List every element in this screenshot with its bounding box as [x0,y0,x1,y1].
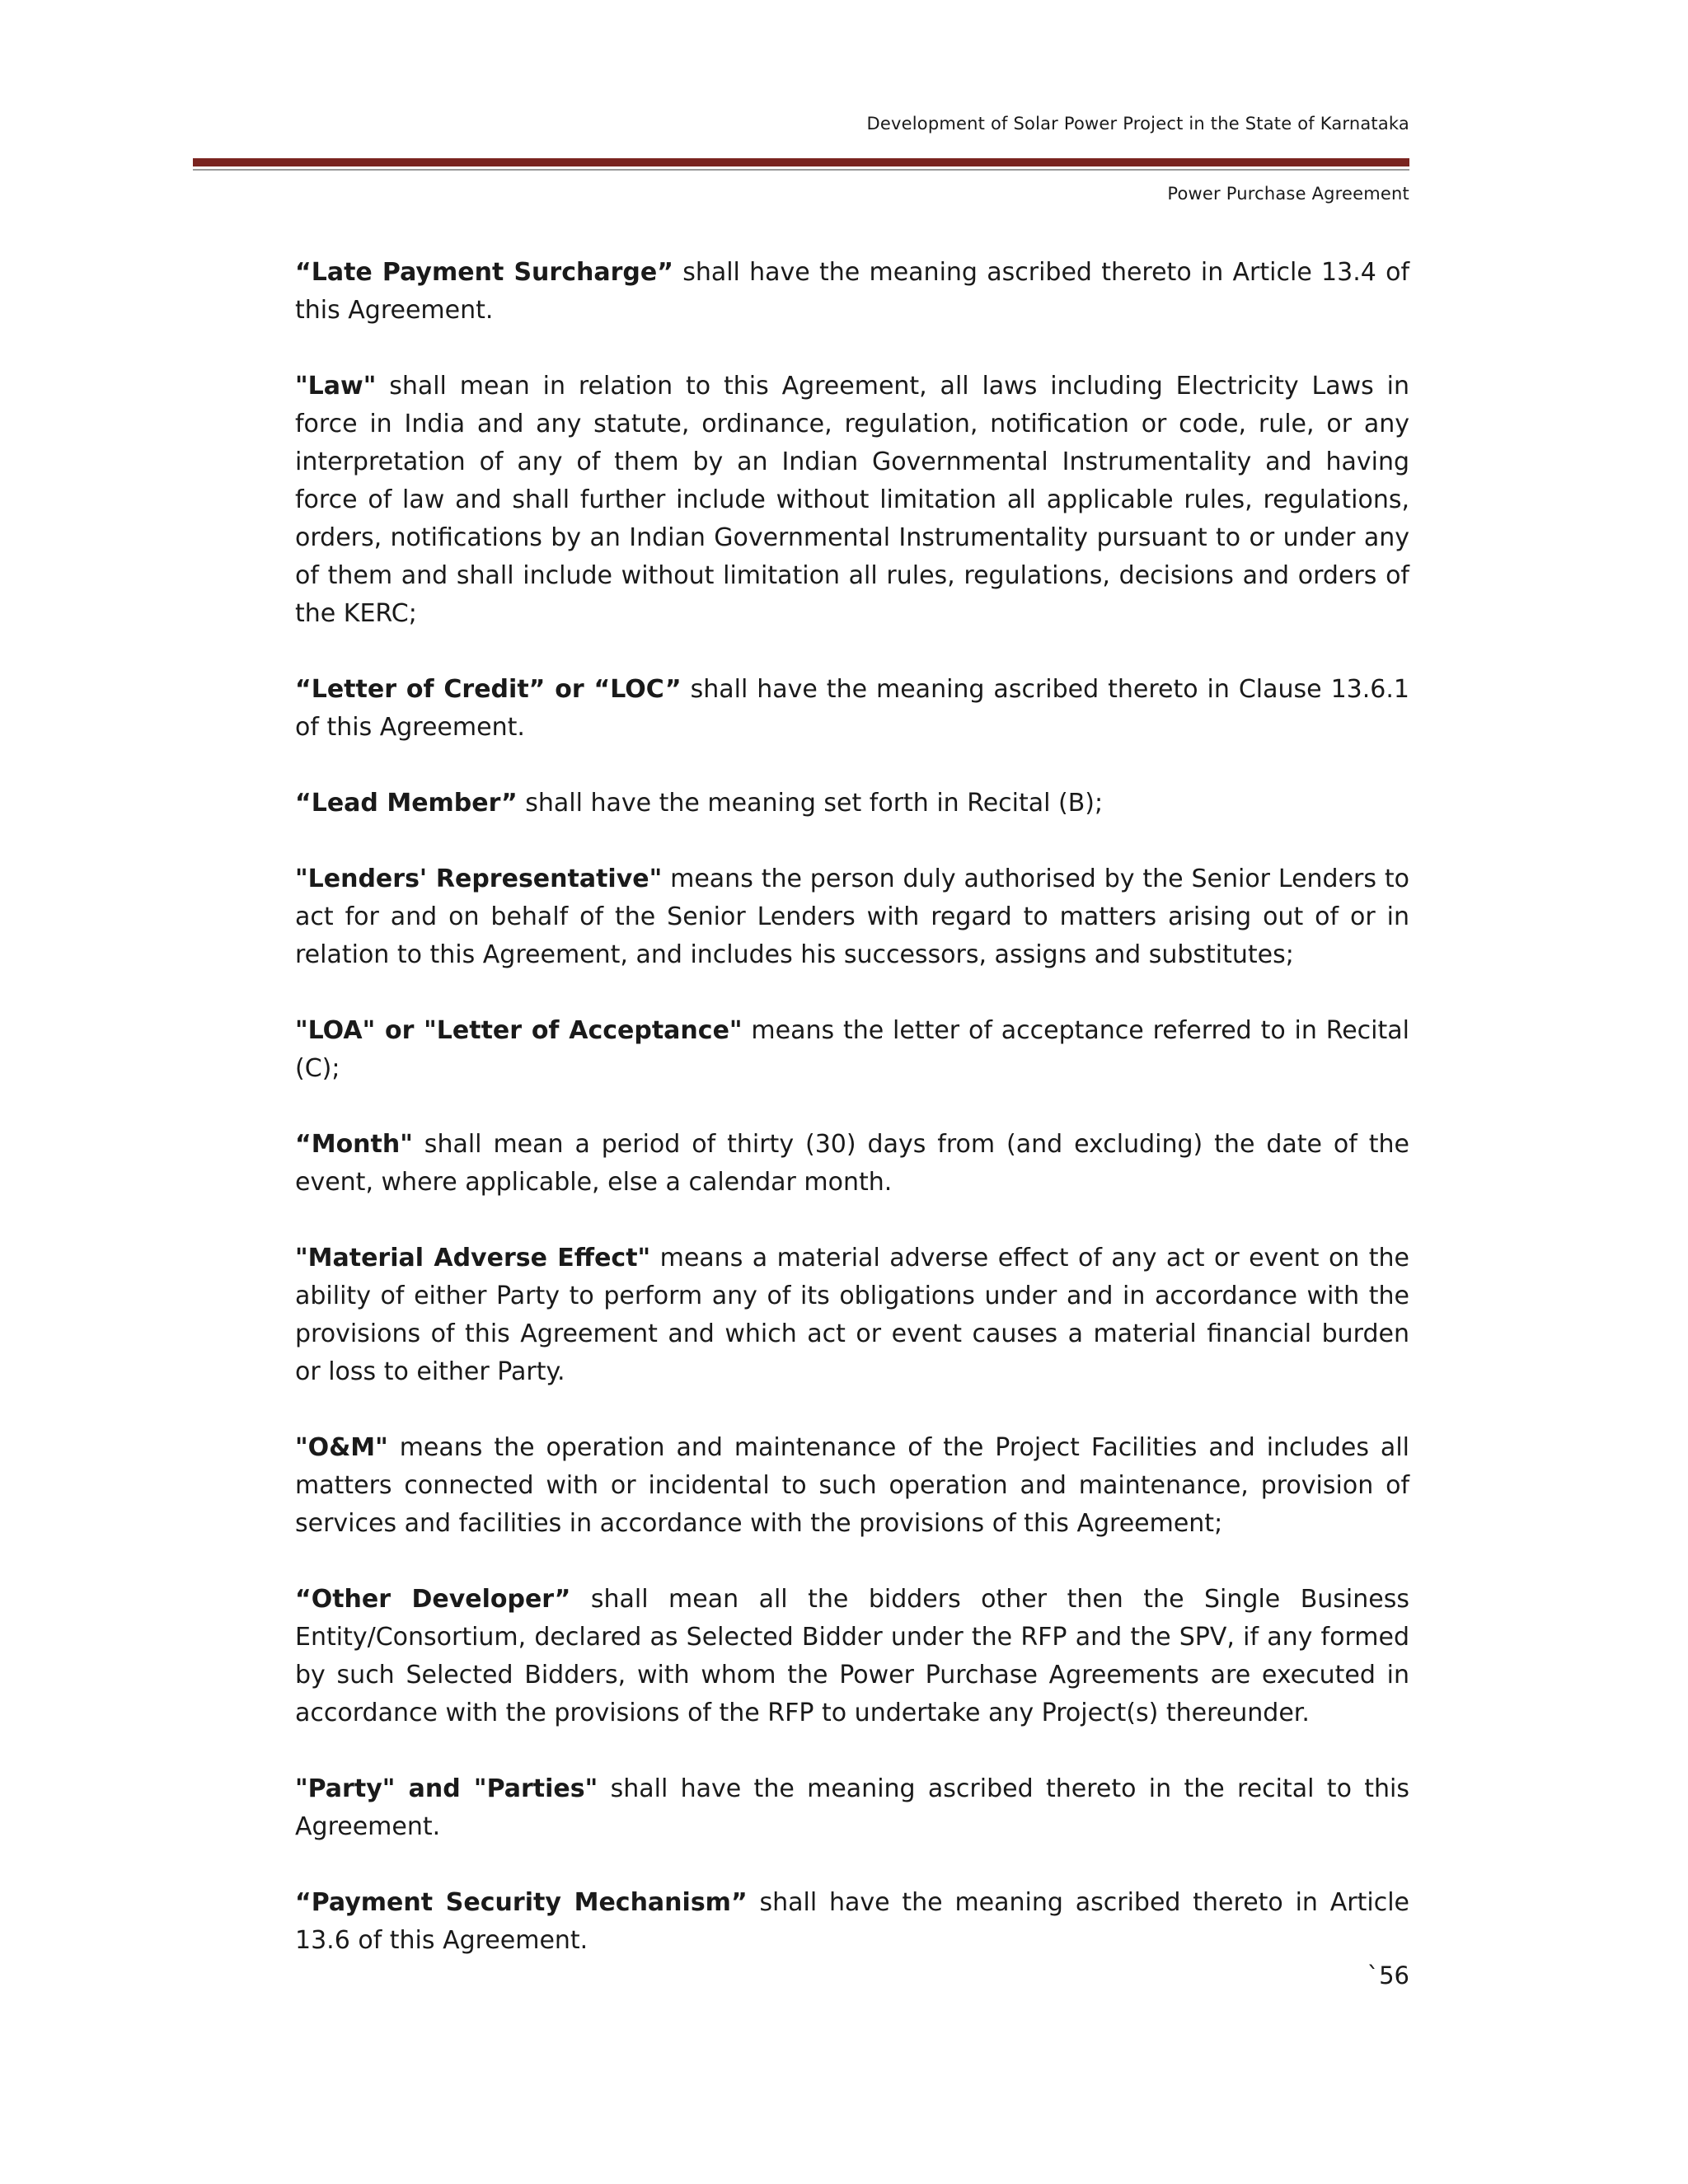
definition-text: shall have the meaning ascribed thereto in Clause 13.6.1 of this Agreement. [295,675,1410,742]
definition-text: means a material adverse effect of any act or event on the ability of either Party to perform any of its obligations under and in accordance with the provisions of this Agreement and which act or event causes a material financial burden or loss to either Party. [295,1244,1409,1386]
definition-term: "Lenders' Representative" [295,865,663,893]
header-divider-thin [193,169,1409,171]
definition-text: shall have the meaning ascribed thereto in Article 13.4 of this Agreement. [295,258,1409,325]
definition-text: shall have the meaning set forth in Recital (B); [517,789,1104,818]
definition-text: shall mean all the bidders other then the Single Business Entity/Consortium, declared as Selected Bidder under the RFP and the SPV, if any formed by such Selected Bidders, with whom the Power Purchase Agreements are executed in accordance with the provisions of the RFP to undertake any Project(s) thereunder. [295,1585,1409,1727]
definition-term: “Payment Security Mechanism” [295,1888,748,1917]
definition-payment-security-mechanism [295,1884,1409,1960]
definition-material-adverse-effect [295,1240,1409,1391]
definition-text: means the person duly authorised by the Senior Lenders to act for and on behalf of the Senior Lenders with regard to matters arising out of or in relation to this Agreement, and includes his successors, assigns and substitutes; [295,865,1409,969]
definition-lenders-representative [295,860,1409,974]
definition-om [295,1429,1409,1543]
page-number: `56 [1367,1961,1409,1990]
definition-other-developer [295,1581,1409,1732]
definition-text: shall have the meaning ascribed thereto in the recital to this Agreement. [295,1774,1409,1841]
header-divider-thick [193,158,1409,166]
definition-text: shall have the meaning ascribed thereto in Article 13.6 of this Agreement. [295,1888,1409,1955]
definition-law [295,368,1409,633]
definition-loa [295,1012,1409,1088]
definition-letter-of-credit [295,671,1409,747]
definition-term: “Letter of Credit” or “LOC” [295,675,682,704]
definition-month [295,1126,1409,1202]
definition-term: "LOA" or "Letter of Acceptance" [295,1016,743,1045]
definition-late-payment-surcharge [295,254,1409,330]
definition-term: “Month" [295,1130,413,1159]
definition-text: shall mean in relation to this Agreement, all laws including Electricity Laws in force in India and any statute, ordinance, regulation, notification or code, rule, or any interpretation of any of them by an Indian Governmental Instrumentality and having force of law and shall further include without limitation all applicable rules, regulations, orders, notifications by an Indian Governmental Instrumentality pursuant to or under any of them and shall include without limitation all rules, regulations, decisions and orders of the KERC; [295,372,1409,628]
definition-term: "Material Adverse Effect" [295,1244,651,1272]
definition-term: "O&M" [295,1433,388,1462]
definition-term: “Other Developer” [295,1585,571,1614]
definition-term: "Party" and "Parties" [295,1774,598,1803]
document-header-title: Development of Solar Power Project in the State of Karnataka [866,114,1409,134]
document-header-subtitle: Power Purchase Agreement [1167,184,1409,204]
definition-term: "Law" [295,372,377,401]
definition-lead-member [295,785,1409,823]
definition-text: means the operation and maintenance of the Project Facilities and includes all matters connected with or incidental to such operation and maintenance, provision of services and facilities in accordance with the provisions of this Agreement; [295,1433,1409,1538]
definition-text: shall mean a period of thirty (30) days from (and excluding) the date of the event, where applicable, else a calendar month. [295,1130,1409,1197]
definition-term: “Late Payment Surcharge” [295,258,673,287]
definition-term: “Lead Member” [295,789,518,818]
definition-text: means the letter of acceptance referred to in Recital (C); [295,1016,1409,1083]
definitions-list [295,254,1409,1998]
definition-party [295,1770,1409,1846]
